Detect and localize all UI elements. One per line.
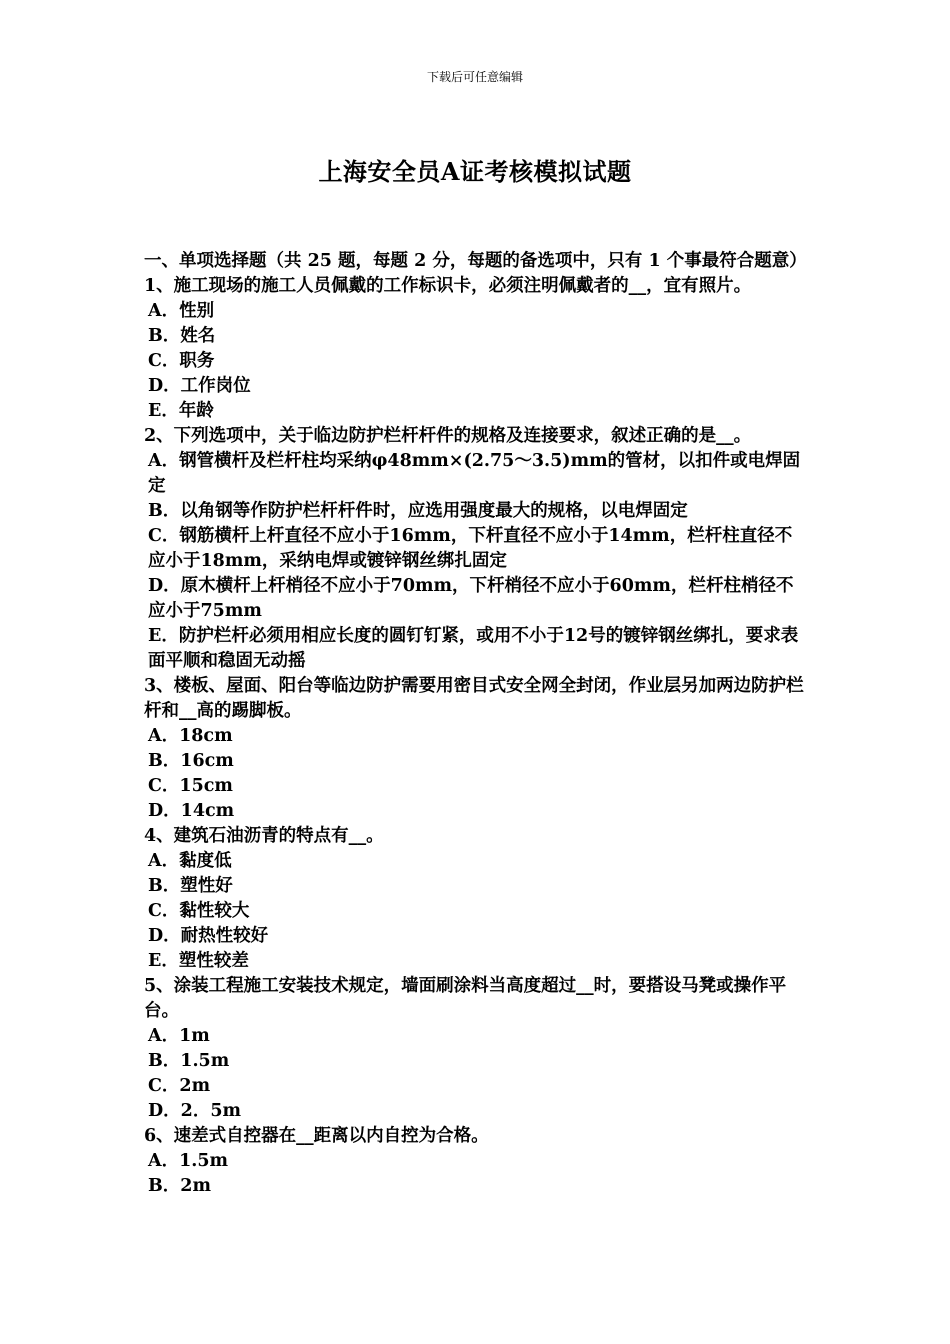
option-a: A．性别 [148,301,215,321]
question-stem: 3、楼板、屋面、阳台等临边防护需要用密目式安全网全封闭，作业层另加两边防护栏杆和__高的踢脚板。 [144,676,804,721]
document-body [144,249,808,1199]
question-4 [144,824,808,974]
option-c: C．钢筋横杆上杆直径不应小于16mm，下杆直径不应小于14mm，栏杆柱直径不应小于18mm，采纳电焊或镀锌钢丝绑扎固定 [148,526,793,571]
option-e: E．年龄 [148,401,214,421]
option-b: B．2m [148,1176,211,1196]
option-a: A．1.5m [148,1151,229,1171]
option-b: B．塑性好 [148,876,233,896]
question-stem: 2、下列选项中，关于临边防护栏杆杆件的规格及连接要求，叙述正确的是__。 [144,426,752,446]
question-5 [144,974,808,1124]
option-d: D．原木横杆上杆梢径不应小于70mm，下杆梢径不应小于60mm，栏杆柱梢径不应小于75mm [148,576,794,621]
option-e: E．塑性较差 [148,951,249,971]
option-a: A．18cm [148,726,233,746]
option-d: D．2．5m [148,1101,242,1121]
option-a: A．钢管横杆及栏杆柱均采纳φ48mm×(2.75～3.5)mm的管材，以扣件或电焊固定 [148,451,801,496]
option-c: C．15cm [148,776,233,796]
option-c: C．黏性较大 [148,901,250,921]
section-heading: 一、单项选择题（共 25 题，每题 2 分，每题的备选项中，只有 1 个事最符合题意） [144,251,807,271]
option-d: D．工作岗位 [148,376,251,396]
question-2 [144,424,808,674]
option-b: B．姓名 [148,326,216,346]
question-6 [144,1124,808,1199]
question-3 [144,674,808,824]
option-a: A．黏度低 [148,851,232,871]
option-b: B．1.5m [148,1051,230,1071]
option-b: B．16cm [148,751,234,771]
option-d: D．14cm [148,801,235,821]
question-stem: 5、涂装工程施工安装技术规定，墙面刷涂料当高度超过__时，要搭设马凳或操作平台。 [144,976,787,1021]
header-note: 下载后可任意编辑 [426,70,523,84]
option-c: C．2m [148,1076,211,1096]
option-b: B．以角钢等作防护栏杆杆件时，应选用强度最大的规格，以电焊固定 [148,501,688,521]
option-d: D．耐热性较好 [148,926,269,946]
question-stem: 6、速差式自控器在__距离以内自控为合格。 [144,1126,489,1146]
question-1 [144,274,808,424]
option-a: A．1m [148,1026,210,1046]
option-e: E．防护栏杆必须用相应长度的圆钉钉紧，或用不小于12号的镀锌钢丝绑扎，要求表面平顺和稳固无动摇 [148,626,799,671]
document-title: 上海安全员A证考核模拟试题 [318,157,632,186]
option-c: C．职务 [148,351,215,371]
question-stem: 4、建筑石油沥青的特点有__。 [144,826,384,846]
question-stem: 1、施工现场的施工人员佩戴的工作标识卡，必须注明佩戴者的__，宜有照片。 [144,276,752,296]
